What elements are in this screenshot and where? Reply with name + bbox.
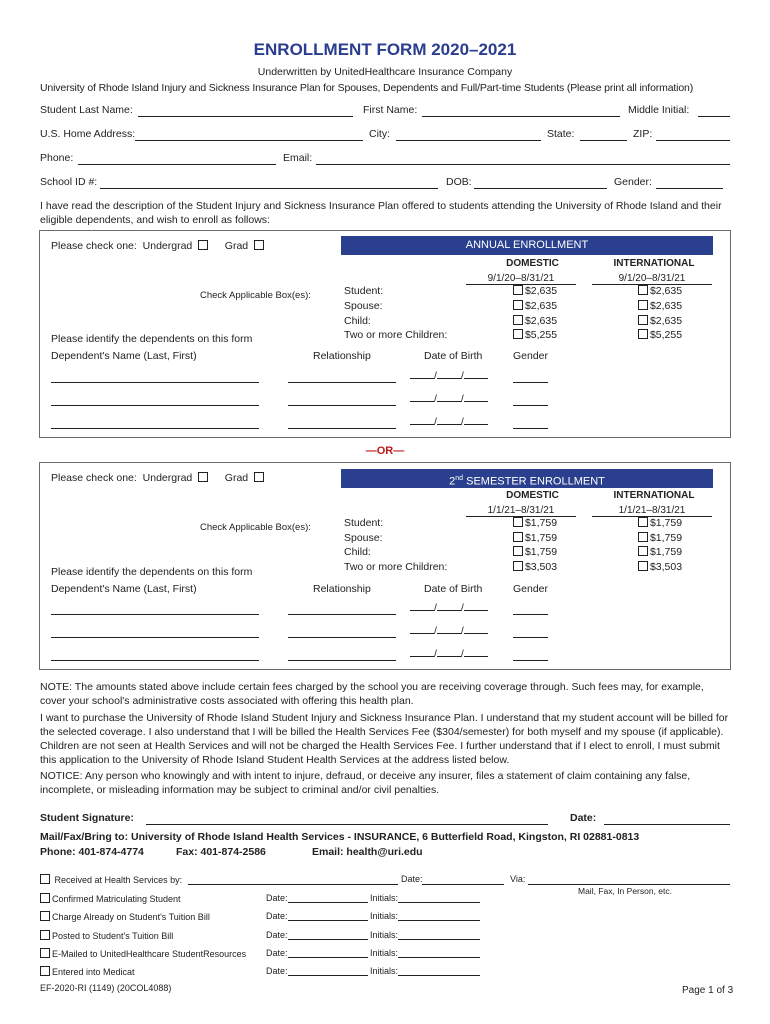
school-id-label: School ID #:: [40, 176, 98, 188]
last-name-label: Student Last Name:: [40, 104, 133, 116]
city-label: City:: [369, 128, 390, 140]
annual-dep-name-field-3[interactable]: [51, 428, 259, 429]
semester-two-children-label: Two or more Children:: [344, 561, 448, 573]
semester-relationship-field-2[interactable]: [288, 637, 396, 638]
middle-initial-field[interactable]: [698, 116, 730, 117]
semester-check-boxes-label: Check Applicable Box(es):: [200, 522, 311, 533]
semester-gender-field-3[interactable]: [513, 660, 548, 661]
semester-dob-field-1[interactable]: [410, 602, 488, 614]
annual-dob-field-1[interactable]: [410, 370, 488, 382]
slash: /: [434, 625, 437, 637]
checkbox-icon[interactable]: [40, 874, 50, 884]
office-item-label: Charge Already on Student's Tuition Bill: [52, 912, 210, 922]
state-label: State:: [547, 128, 575, 140]
slash: /: [460, 648, 464, 660]
dob-field[interactable]: [474, 188, 607, 189]
semester-relationship-field-3[interactable]: [288, 660, 396, 661]
semester-spouse-label: Spouse:: [344, 532, 383, 544]
checkbox-icon[interactable]: [513, 285, 523, 295]
annual-spouse-label: Spouse:: [344, 300, 383, 312]
office-item-4-initials-field[interactable]: [398, 957, 480, 958]
undergrad-label: Undergrad: [142, 472, 193, 484]
checkbox-icon[interactable]: [638, 546, 648, 556]
price: $3,503: [649, 561, 683, 573]
semester-domestic-child-option[interactable]: [499, 546, 571, 558]
office-item-3-initials-field[interactable]: [398, 939, 480, 940]
checkbox-icon[interactable]: [40, 893, 50, 903]
price: $5,255: [649, 329, 683, 341]
semester-intl-student-option[interactable]: [624, 517, 696, 529]
phone-label: Phone:: [40, 152, 74, 164]
annual-two-children-label: Two or more Children:: [344, 329, 448, 341]
semester-relationship-field-1[interactable]: [288, 614, 396, 615]
checkbox-icon[interactable]: [638, 532, 648, 542]
annual-domestic-dates: 9/1/20–8/31/21: [466, 273, 576, 285]
semester-gender-header: Gender: [513, 583, 549, 595]
received-date-label: Date:: [401, 874, 423, 884]
office-item-5-initials-label: Initials:: [370, 966, 399, 976]
semester-domestic-dates: 1/1/21–8/31/21: [466, 505, 576, 517]
page-number: Page 1 of 3: [682, 985, 734, 996]
price: $3,503: [524, 561, 558, 573]
slash: /: [434, 648, 437, 660]
office-item-2-initials-label: Initials:: [370, 911, 399, 921]
annual-international-header: INTERNATIONAL: [613, 258, 695, 269]
annual-student-label: Student:: [344, 285, 384, 297]
semester-child-label: Child:: [344, 546, 371, 558]
semester-international-header: INTERNATIONAL: [613, 490, 695, 501]
check-one-label: Please check one:: [51, 472, 137, 484]
annual-intl-children-option[interactable]: [624, 329, 696, 341]
annual-dep-name-header: Dependent's Name (Last, First): [51, 350, 197, 362]
grad-label: Grad: [224, 472, 249, 484]
office-item-2-initials-field[interactable]: [398, 920, 480, 921]
semester-gender-field-2[interactable]: [513, 637, 548, 638]
semester-gender-field-1[interactable]: [513, 614, 548, 615]
slash: /: [460, 393, 464, 405]
price: $1,759: [524, 546, 558, 558]
band-sup: nd: [455, 475, 464, 482]
office-item-label: E-Mailed to UnitedHealthcare StudentResources: [52, 949, 247, 959]
price: $2,635: [524, 285, 558, 297]
annual-gender-field-2[interactable]: [513, 405, 548, 406]
undergrad-checkbox[interactable]: [198, 240, 208, 250]
undergrad-checkbox[interactable]: [198, 472, 208, 482]
semester-international-dates: 1/1/21–8/31/21: [592, 505, 712, 517]
office-item-5-date-field[interactable]: [288, 975, 368, 976]
annual-gender-field-3[interactable]: [513, 428, 548, 429]
price: $2,635: [524, 315, 558, 327]
received-text: Received at Health Services by:: [54, 875, 183, 885]
slash: /: [460, 370, 464, 382]
annual-domestic-spouse-option[interactable]: [499, 300, 571, 312]
office-item-2-date-field[interactable]: [288, 920, 368, 921]
purchase-statement: I want to purchase the University of Rhode Island Student Injury and Sickness Insurance Plan. I understand that my student account will be billed for the selected coverage. I also understand that I will be billed the Health Services Fee ($304/semester) for both myself and my spouse (if applicable). Children are not seen at Health Services and will not be charged the Health Services Fee. I further understand that if I elect to enroll, I must submit this application to the University of Rhode Island Student Health Services at the address listed below.: [40, 712, 729, 766]
semester-dob-header: Date of Birth: [424, 583, 483, 595]
check-one-label: Please check one:: [51, 240, 137, 252]
semester-enrollment-band: [341, 469, 713, 488]
office-item-label: Confirmed Matriculating Student: [52, 894, 181, 904]
slash: /: [460, 416, 464, 428]
office-item-2: [40, 911, 210, 922]
semester-dep-name-field-2[interactable]: [51, 637, 259, 638]
office-item-1: [40, 893, 181, 904]
checkbox-icon[interactable]: [638, 329, 648, 339]
annual-relationship-field-2[interactable]: [288, 405, 396, 406]
grad-checkbox[interactable]: [254, 240, 264, 250]
slash: /: [434, 602, 437, 614]
annual-check-boxes-label: Check Applicable Box(es):: [200, 290, 311, 301]
grad-label: Grad: [224, 240, 249, 252]
price: $5,255: [524, 329, 558, 341]
checkbox-icon[interactable]: [513, 329, 523, 339]
office-item-3-initials-label: Initials:: [370, 930, 399, 940]
fax-number: Fax: 401-874-2586: [176, 846, 266, 858]
gender-label: Gender:: [614, 176, 652, 188]
semester-intl-spouse-option[interactable]: [624, 532, 696, 544]
annual-intl-child-option[interactable]: [624, 315, 696, 327]
checkbox-icon[interactable]: [638, 300, 648, 310]
first-name-label: First Name:: [363, 104, 418, 116]
price: $1,759: [649, 532, 683, 544]
office-item-4: [40, 948, 246, 959]
phone-field[interactable]: [78, 164, 276, 165]
slash: /: [434, 416, 437, 428]
annual-intl-student-option[interactable]: [624, 285, 696, 297]
office-item-label: Posted to Student's Tuition Bill: [52, 931, 174, 941]
price: $1,759: [524, 517, 558, 529]
price: $1,759: [649, 517, 683, 529]
semester-dep-name-field-1[interactable]: [51, 614, 259, 615]
office-item-4-date-label: Date:: [266, 948, 288, 958]
office-item-3: [40, 930, 173, 941]
semester-domestic-student-option[interactable]: [499, 517, 571, 529]
checkbox-icon[interactable]: [513, 315, 523, 325]
grad-checkbox[interactable]: [254, 472, 264, 482]
mailing-address: Mail/Fax/Bring to: University of Rhode Island Health Services - INSURANCE, 6 Butterfield Road, Kingston, RI 02881-0813: [40, 831, 640, 843]
checkbox-icon[interactable]: [638, 561, 648, 571]
checkbox-icon[interactable]: [513, 517, 523, 527]
annual-dob-field-3[interactable]: [410, 416, 488, 428]
signature-date-label: Date:: [570, 812, 597, 824]
office-item-1-date-label: Date:: [266, 893, 288, 903]
semester-dep-name-header: Dependent's Name (Last, First): [51, 583, 197, 595]
price: $2,635: [649, 300, 683, 312]
semester-domestic-header: DOMESTIC: [506, 490, 559, 501]
price: $2,635: [649, 315, 683, 327]
slash: /: [460, 602, 464, 614]
signature-label: Student Signature:: [40, 812, 134, 824]
band-number: 2: [449, 475, 456, 488]
state-field[interactable]: [580, 140, 627, 141]
annual-gender-header: Gender: [513, 350, 549, 362]
checkbox-icon[interactable]: [513, 546, 523, 556]
annual-domestic-children-option[interactable]: [499, 329, 571, 341]
gender-field[interactable]: [656, 188, 723, 189]
price: $2,635: [524, 300, 558, 312]
semester-domestic-children-option[interactable]: [499, 561, 571, 573]
semester-intl-children-option[interactable]: [624, 561, 696, 573]
annual-gender-field-1[interactable]: [513, 382, 548, 383]
annual-dob-field-2[interactable]: [410, 393, 488, 405]
checkbox-icon[interactable]: [513, 300, 523, 310]
school-id-field[interactable]: [100, 188, 438, 189]
semester-dob-field-3[interactable]: [410, 648, 488, 660]
annual-relationship-field-3[interactable]: [288, 428, 396, 429]
zip-field[interactable]: [656, 140, 730, 141]
via-label: Via:: [510, 874, 526, 884]
first-name-field[interactable]: [422, 116, 620, 117]
office-item-3-date-label: Date:: [266, 930, 288, 940]
email-address: Email: health@uri.edu: [312, 846, 423, 858]
checkbox-icon[interactable]: [40, 966, 50, 976]
semester-domestic-spouse-option[interactable]: [499, 532, 571, 544]
annual-identify-text: Please identify the dependents on this form: [51, 333, 253, 345]
dob-label: DOB:: [446, 176, 472, 188]
annual-relationship-field-1[interactable]: [288, 382, 396, 383]
undergrad-label: Undergrad: [142, 240, 193, 252]
email-label: Email:: [283, 152, 313, 164]
fraud-notice: NOTICE: Any person who knowingly and with intent to injure, defraud, or deceive any insurer, files a statement of claim containing any false, incomplete, or misleading information may be subject to criminal and/or civil penalties.: [40, 770, 691, 796]
semester-dob-field-2[interactable]: [410, 625, 488, 637]
email-field[interactable]: [316, 164, 730, 165]
address-field[interactable]: [135, 140, 363, 141]
office-item-1-initials-label: Initials:: [370, 893, 399, 903]
semester-check-one: [51, 472, 266, 484]
annual-domestic-header: DOMESTIC: [506, 258, 559, 269]
fees-note: NOTE: The amounts stated above include certain fees charged by the school you are receiving coverage through. Such fees may, for example, cover your school's administrative costs associated with offering this health plan.: [40, 681, 704, 707]
middle-initial-label: Middle Initial:: [628, 104, 690, 116]
office-item-1-initials-field[interactable]: [398, 902, 480, 903]
annual-intl-spouse-option[interactable]: [624, 300, 696, 312]
via-field[interactable]: [528, 884, 730, 885]
annual-international-dates: 9/1/20–8/31/21: [592, 273, 712, 285]
received-by-label: [40, 874, 182, 885]
checkbox-icon[interactable]: [638, 517, 648, 527]
semester-intl-child-option[interactable]: [624, 546, 696, 558]
read-statement: I have read the description of the Student Injury and Sickness Insurance Plan offered to students attending the University of Rhode Island and their eligible dependents, and wish to enroll as follows:: [40, 200, 722, 226]
price: $2,635: [649, 285, 683, 297]
signature-field[interactable]: [146, 824, 548, 825]
semester-dep-name-field-3[interactable]: [51, 660, 259, 661]
office-item-5: [40, 966, 135, 977]
checkbox-icon[interactable]: [40, 948, 50, 958]
annual-dep-name-field-1[interactable]: [51, 382, 259, 383]
slash: /: [434, 370, 437, 382]
address-label: U.S. Home Address:: [40, 128, 136, 140]
zip-label: ZIP:: [633, 128, 653, 140]
via-options-text: Mail, Fax, In Person, etc.: [578, 886, 673, 896]
annual-child-label: Child:: [344, 315, 371, 327]
slash: /: [434, 393, 437, 405]
checkbox-icon[interactable]: [40, 911, 50, 921]
price: $1,759: [524, 532, 558, 544]
office-item-2-date-label: Date:: [266, 911, 288, 921]
office-item-4-date-field[interactable]: [288, 957, 368, 958]
office-item-label: Entered into Medicat: [52, 967, 135, 977]
annual-dob-header: Date of Birth: [424, 350, 483, 362]
city-field[interactable]: [396, 140, 541, 141]
price: $1,759: [649, 546, 683, 558]
last-name-field[interactable]: [138, 116, 353, 117]
phone-number: Phone: 401-874-4774: [40, 846, 144, 858]
annual-domestic-student-option[interactable]: [499, 285, 571, 297]
office-item-3-date-field[interactable]: [288, 939, 368, 940]
signature-date-field[interactable]: [604, 824, 730, 825]
checkbox-icon[interactable]: [40, 930, 50, 940]
underwriter-text: Underwritten by UnitedHealthcare Insurance Company: [257, 66, 513, 78]
received-date-field[interactable]: [422, 884, 504, 885]
semester-identify-text: Please identify the dependents on this form: [51, 566, 253, 578]
checkbox-icon[interactable]: [638, 315, 648, 325]
checkbox-icon[interactable]: [513, 561, 523, 571]
plan-description: University of Rhode Island Injury and Sickness Insurance Plan for Spouses, Dependents and Full/Part-time Students (Please print all information): [40, 82, 694, 94]
form-title: ENROLLMENT FORM 2020–2021: [253, 40, 517, 59]
or-divider: —OR—: [365, 445, 405, 457]
form-code: EF-2020-RI (1149) (20COL4088): [40, 983, 172, 993]
annual-enrollment-band: ANNUAL ENROLLMENT: [341, 236, 713, 255]
office-item-5-date-label: Date:: [266, 966, 288, 976]
office-item-5-initials-field[interactable]: [398, 975, 480, 976]
office-item-4-initials-label: Initials:: [370, 948, 399, 958]
received-by-field[interactable]: [188, 884, 398, 885]
annual-domestic-child-option[interactable]: [499, 315, 571, 327]
annual-check-one: [51, 240, 266, 252]
checkbox-icon[interactable]: [513, 532, 523, 542]
semester-relationship-header: Relationship: [313, 583, 371, 595]
office-item-1-date-field[interactable]: [288, 902, 368, 903]
annual-relationship-header: Relationship: [313, 350, 371, 362]
checkbox-icon[interactable]: [638, 285, 648, 295]
annual-dep-name-field-2[interactable]: [51, 405, 259, 406]
semester-student-label: Student:: [344, 517, 384, 529]
slash: /: [460, 625, 464, 637]
band-text: SEMESTER ENROLLMENT: [466, 475, 605, 488]
